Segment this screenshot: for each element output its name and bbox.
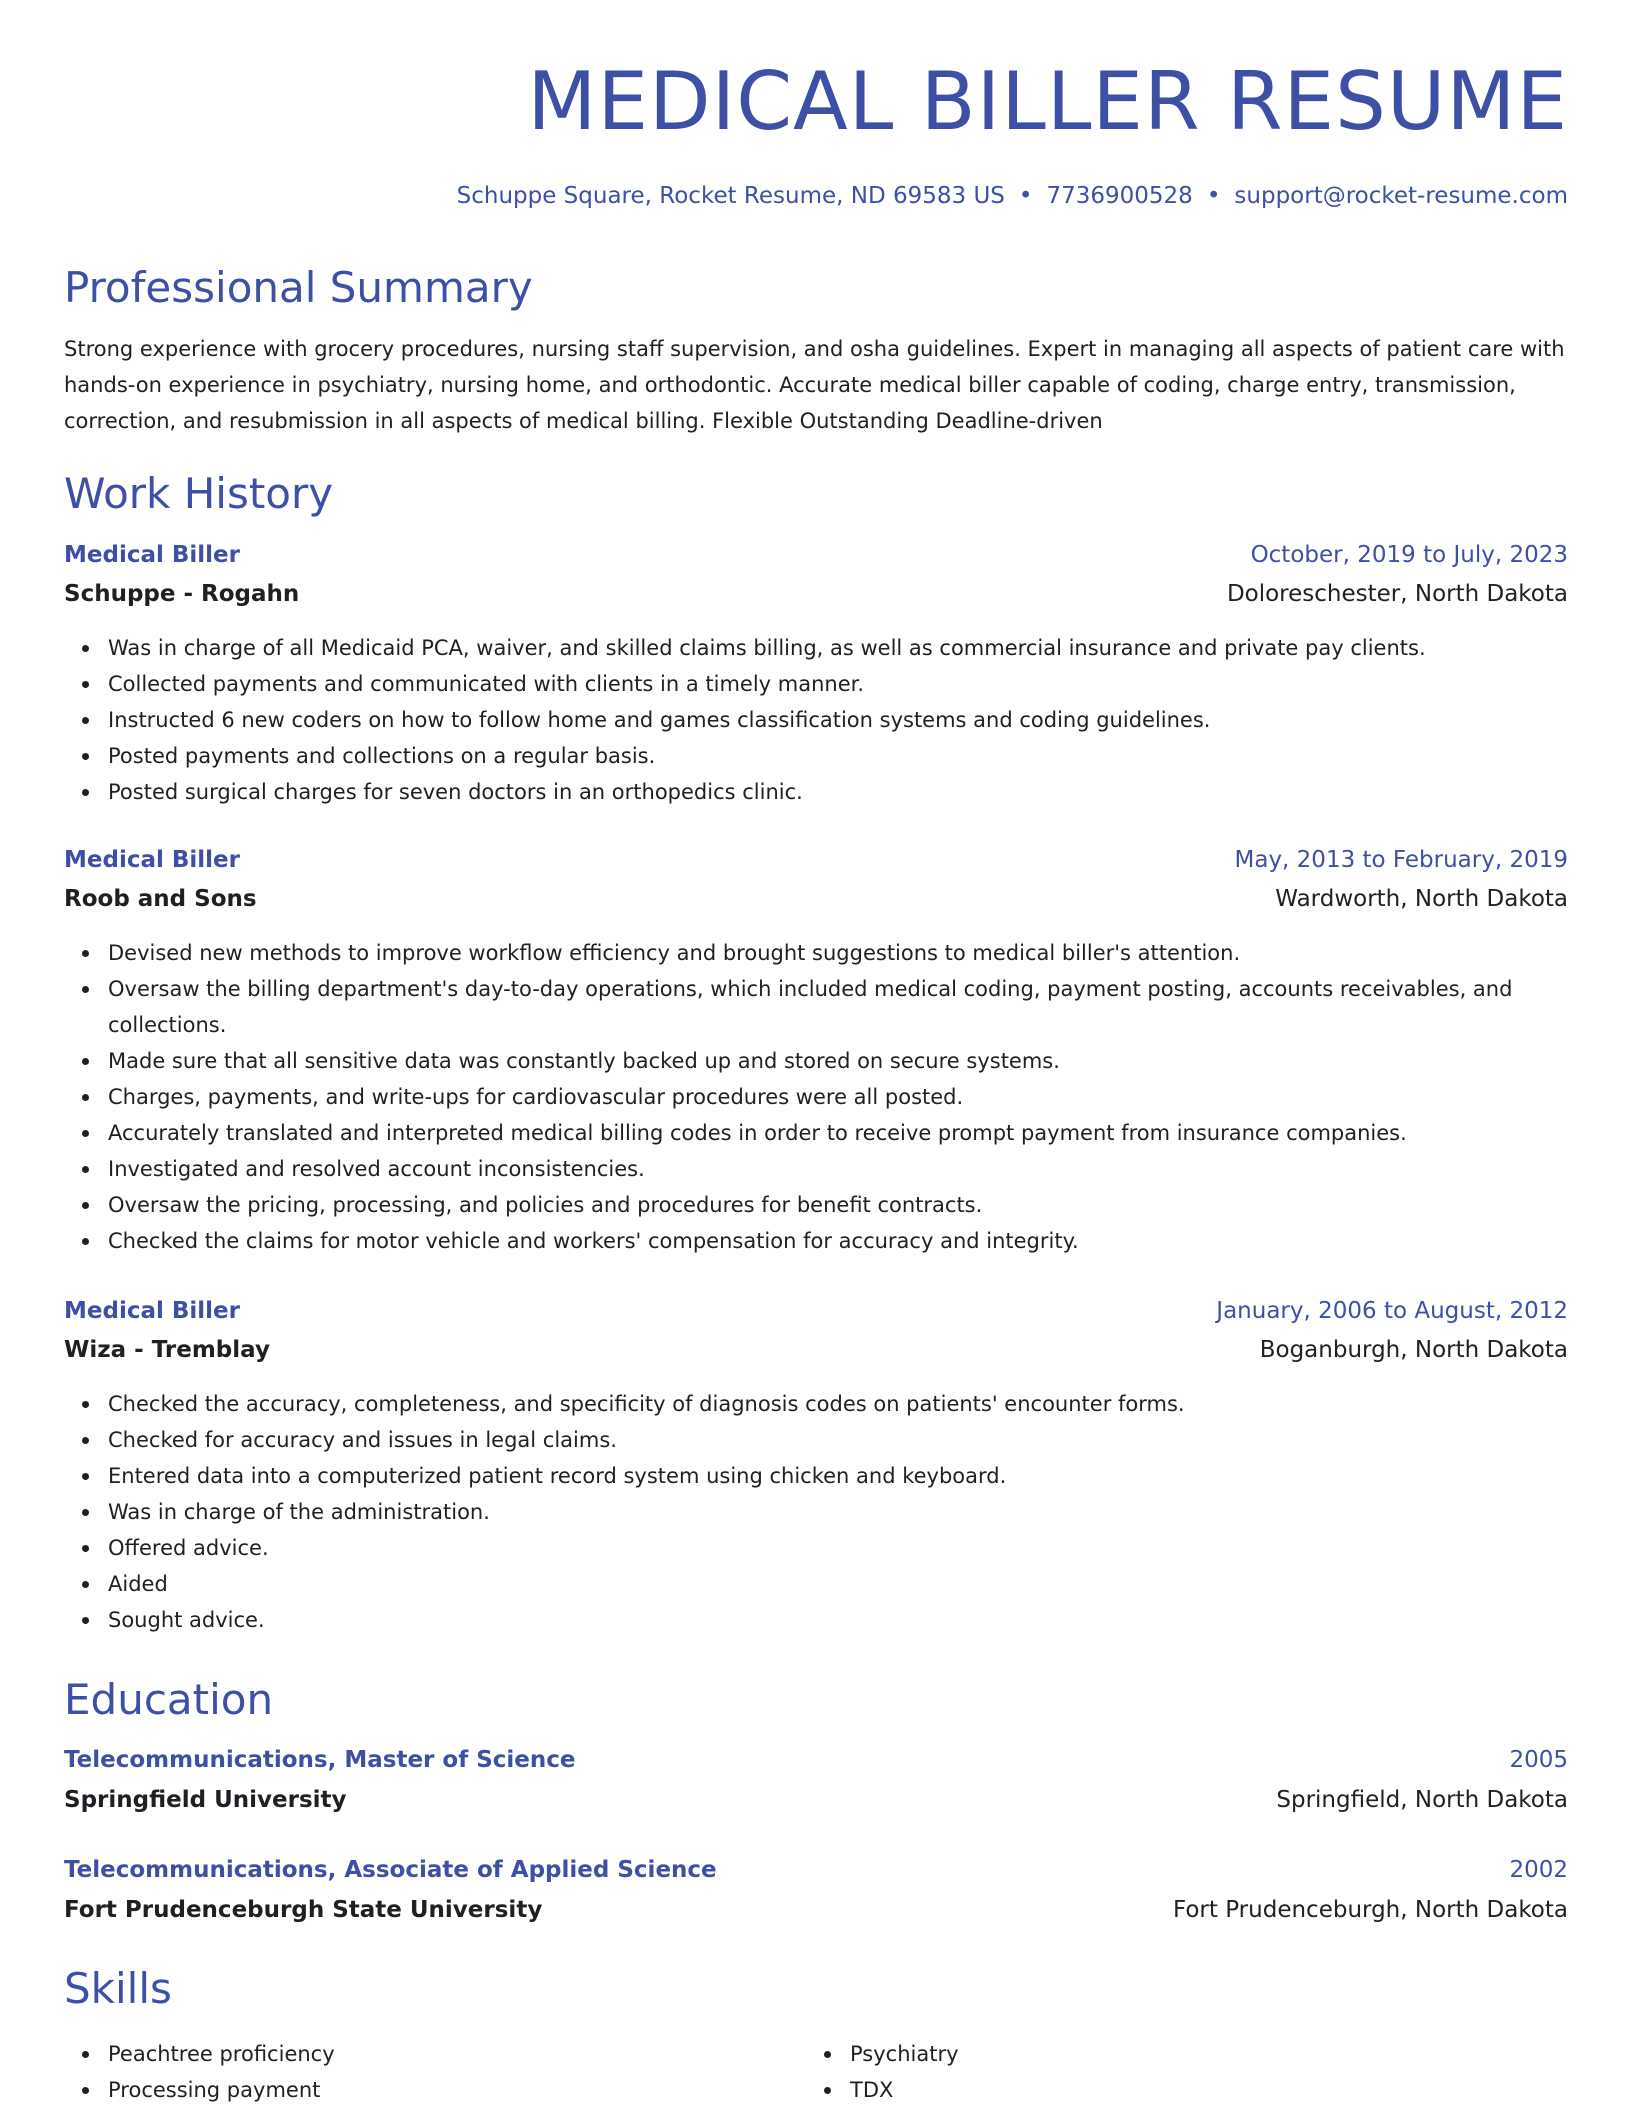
job-subheader xyxy=(64,1334,1568,1366)
list-item: Posted surgical charges for seven doctors in an orthopedics clinic. xyxy=(108,774,1612,810)
list-item: Devised new methods to improve workflow efficiency and brought suggestions to medical biller's attention. xyxy=(108,935,1612,971)
education-subheader xyxy=(64,1784,1568,1816)
job-location: Doloreschester, North Dakota xyxy=(1226,581,1568,607)
list-item: Psychiatry xyxy=(850,2036,1550,2072)
section-heading-summary: Professional Summary xyxy=(64,263,533,312)
list-item: Offered advice. xyxy=(108,1530,1612,1566)
contact-phone: 7736900528 xyxy=(1046,183,1193,209)
education-header xyxy=(64,1744,1568,1776)
education-location: Fort Prudenceburgh, North Dakota xyxy=(1172,1897,1568,1923)
list-item: Checked the claims for motor vehicle and workers' compensation for accuracy and integrity. xyxy=(108,1223,1612,1259)
contact-email: support@rocket-resume.com xyxy=(1234,183,1568,209)
job-title: Medical Biller xyxy=(64,1298,241,1324)
job-bullets xyxy=(64,935,1612,1259)
list-item: Was in charge of all Medicaid PCA, waiver, and skilled claims billing, as well as commercial insurance and private pay clients. xyxy=(108,630,1612,666)
job-header xyxy=(64,1295,1568,1327)
resume-title: MEDICAL BILLER RESUME xyxy=(527,55,1568,148)
job-subheader xyxy=(64,578,1568,610)
section-heading-work: Work History xyxy=(64,469,334,518)
list-item: Accurately translated and interpreted medical billing codes in order to receive prompt payment from insurance companies. xyxy=(108,1115,1612,1151)
job-title: Medical Biller xyxy=(64,847,241,873)
list-item: Was in charge of the administration. xyxy=(108,1494,1612,1530)
education-school: Springfield University xyxy=(64,1787,347,1813)
list-item: Checked the accuracy, completeness, and specificity of diagnosis codes on patients' encounter forms. xyxy=(108,1386,1612,1422)
job-subheader xyxy=(64,883,1568,915)
list-item: Peachtree proficiency xyxy=(108,2036,808,2072)
list-item: Oversaw the billing department's day-to-day operations, which included medical coding, payment posting, accounts receivables, and collections. xyxy=(108,971,1612,1043)
contact-address: Schuppe Square, Rocket Resume, ND 69583 US xyxy=(456,183,1005,209)
job-company: Wiza - Tremblay xyxy=(64,1337,270,1363)
list-item: Processing payment xyxy=(108,2072,808,2108)
list-item: Collected payments and communicated with clients in a timely manner. xyxy=(108,666,1612,702)
contact-separator: • xyxy=(1206,183,1221,209)
education-year: 2002 xyxy=(1509,1857,1568,1883)
education-degree: Telecommunications, Master of Science xyxy=(64,1747,576,1773)
contact-separator: • xyxy=(1018,183,1033,209)
education-header xyxy=(64,1854,1568,1886)
job-company: Schuppe - Rogahn xyxy=(64,581,300,607)
skills-list-left xyxy=(64,2036,808,2108)
job-bullets xyxy=(64,1386,1612,1638)
contact-line xyxy=(457,180,1568,212)
section-heading-education: Education xyxy=(64,1675,274,1724)
list-item: TDX xyxy=(850,2072,1550,2108)
list-item: Entered data into a computerized patient record system using chicken and keyboard. xyxy=(108,1458,1612,1494)
education-school: Fort Prudenceburgh State University xyxy=(64,1897,543,1923)
skills-list-right xyxy=(806,2036,1550,2108)
list-item: Aided xyxy=(108,1566,1612,1602)
job-dates: January, 2006 to August, 2012 xyxy=(1216,1298,1568,1324)
list-item: Instructed 6 new coders on how to follow home and games classification systems and coding guidelines. xyxy=(108,702,1612,738)
list-item: Oversaw the pricing, processing, and policies and procedures for benefit contracts. xyxy=(108,1187,1612,1223)
job-dates: October, 2019 to July, 2023 xyxy=(1250,542,1568,568)
job-company: Roob and Sons xyxy=(64,886,257,912)
job-location: Wardworth, North Dakota xyxy=(1275,886,1568,912)
job-dates: May, 2013 to February, 2019 xyxy=(1234,847,1568,873)
list-item: Sought advice. xyxy=(108,1602,1612,1638)
list-item: Posted payments and collections on a regular basis. xyxy=(108,738,1612,774)
list-item: Investigated and resolved account inconsistencies. xyxy=(108,1151,1612,1187)
job-title: Medical Biller xyxy=(64,542,241,568)
list-item: Made sure that all sensitive data was constantly backed up and stored on secure systems. xyxy=(108,1043,1612,1079)
job-header xyxy=(64,539,1568,571)
summary-text: Strong experience with grocery procedures, nursing staff supervision, and osha guidelines. Expert in managing all aspects of patient care with hands-on experience in psychiatry, nursing home, and orthodontic. Accurate medical biller capable of coding, charge entry, transmission, correction, and resubmission in all aspects of medical billing. Flexible Outstanding Deadline-driven xyxy=(64,337,1565,433)
job-header xyxy=(64,844,1568,876)
section-heading-skills: Skills xyxy=(64,1964,172,2013)
list-item: Charges, payments, and write-ups for cardiovascular procedures were all posted. xyxy=(108,1079,1612,1115)
education-year: 2005 xyxy=(1509,1747,1568,1773)
job-location: Boganburgh, North Dakota xyxy=(1259,1337,1568,1363)
education-subheader xyxy=(64,1894,1568,1926)
list-item: Checked for accuracy and issues in legal claims. xyxy=(108,1422,1612,1458)
job-bullets xyxy=(64,630,1612,810)
education-degree: Telecommunications, Associate of Applied Science xyxy=(64,1857,717,1883)
education-location: Springfield, North Dakota xyxy=(1276,1787,1568,1813)
